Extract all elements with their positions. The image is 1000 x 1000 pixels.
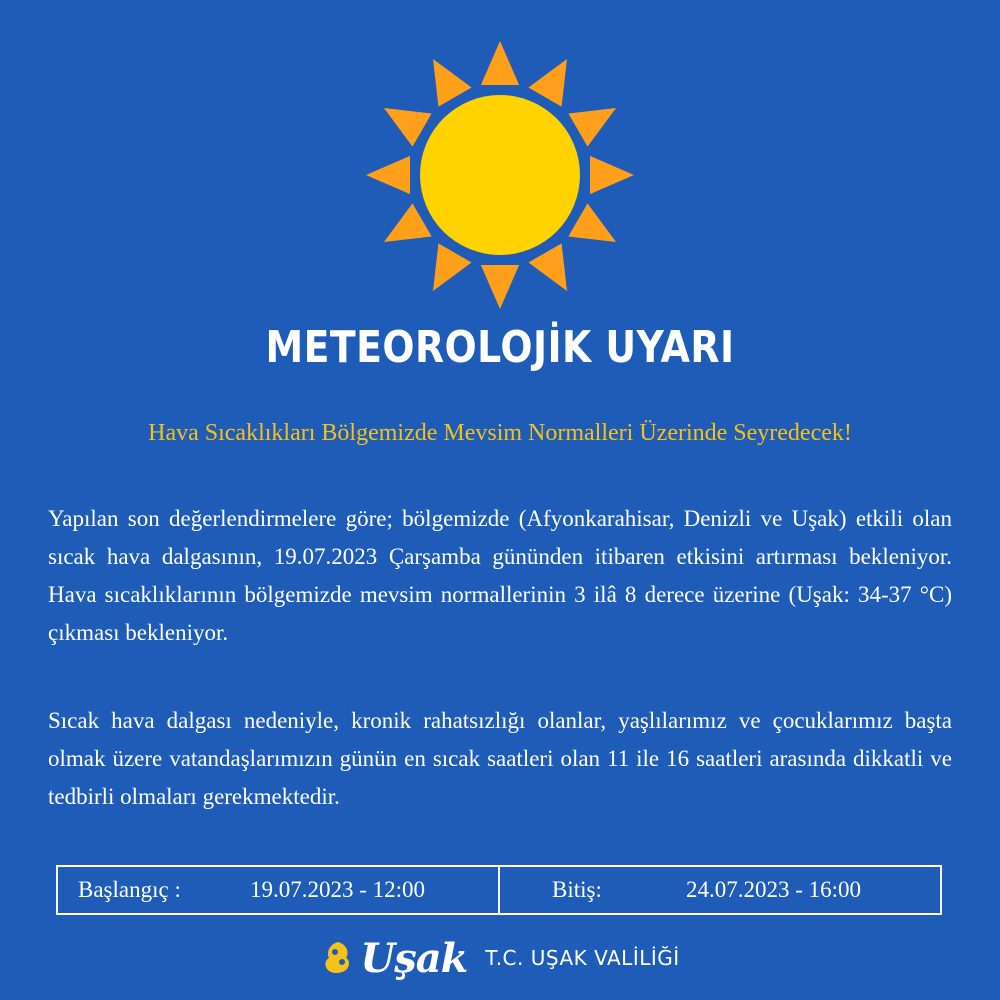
warning-paragraph-2: Sıcak hava dalgası nedeniyle, kronik rahatsızlığı olanlar, yaşlılarımız ve çocuklarımız başta olmak üzere vatandaşlarımızın günün en sıcak saatleri olan 11 ile 16 saatleri arasında dikkatli ve tedbirli olmaları gerekmektedir.	[48, 708, 952, 809]
sun-ray	[528, 59, 567, 107]
usak-emblem-icon	[320, 938, 356, 978]
sun-ray	[568, 108, 616, 147]
schedule-box	[56, 865, 942, 915]
start-cell	[58, 867, 498, 913]
end-cell	[498, 867, 940, 913]
sun-ray	[384, 203, 432, 242]
sun-ray	[481, 41, 519, 85]
sun-ray	[366, 156, 410, 194]
sun-core	[420, 95, 580, 255]
end-value: 24.07.2023 - 16:00	[686, 877, 862, 902]
sun-icon	[365, 40, 635, 310]
sun-ray	[568, 203, 616, 242]
end-label: Bitiş:	[552, 877, 602, 902]
page-subtitle: Hava Sıcaklıkları Bölgemizde Mevsim Normalleri Üzerinde Seyredecek!	[148, 420, 852, 446]
sun-ray	[528, 243, 567, 291]
page-title: METEOROLOJİK UYARI	[265, 322, 735, 373]
institution-name: T.C. UŞAK VALİLİĞİ	[485, 946, 680, 970]
sun-ray	[590, 156, 634, 194]
start-label: Başlangıç :	[78, 877, 181, 902]
logo-text: Uşak	[360, 934, 468, 982]
footer	[0, 933, 1000, 983]
sun-ray	[433, 59, 472, 107]
start-value: 19.07.2023 - 12:00	[250, 877, 426, 902]
usak-logo	[320, 935, 467, 982]
warning-paragraph-1: Yapılan son değerlendirmelere göre; bölgemizde (Afyonkarahisar, Denizli ve Uşak) etkili olan sıcak hava dalgasının, 19.07.2023 Çarşamba gününden itibaren etkisini artırması bekleniyor. Hava sıcaklıklarının bölgemizde mevsim normallerinin 3 ilâ 8 derece üzerine (Uşak: 34-37 °C) çıkması bekleniyor.	[48, 506, 952, 645]
sun-ray	[433, 243, 472, 291]
sun-ray	[384, 108, 432, 147]
sun-ray	[481, 265, 519, 309]
